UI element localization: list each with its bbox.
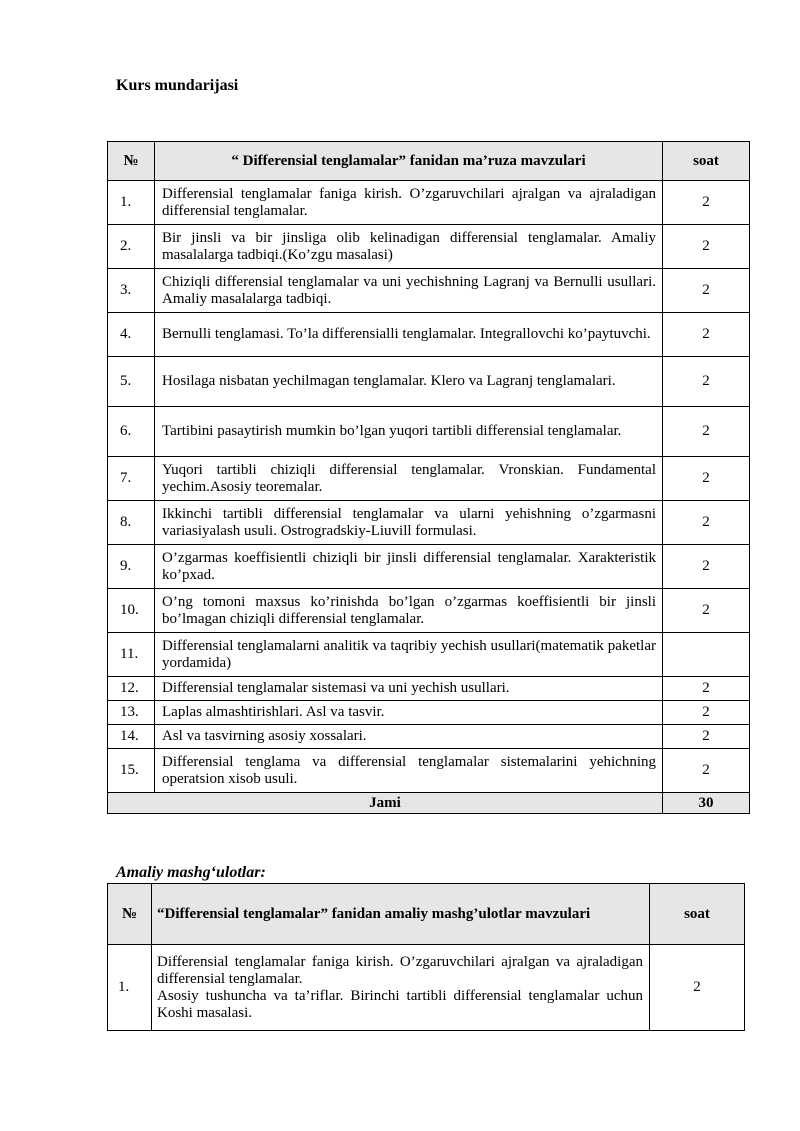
lecture-topic: Bernulli tenglamasi. To’la differensialli tenglamalar. Integrallovchi ko’paytuvchi. [155,313,663,357]
practical-hours: 2 [650,945,745,1031]
lecture-topic: Differensial tenglama va differensial tenglamalar sistemalarini yehichning operatsion xisob usuli. [155,749,663,793]
lecture-hours: 2 [663,701,750,725]
lectures-table [107,141,750,814]
practical-topic-paragraph: Asosiy tushuncha va ta’riflar. Birinchi tartibli differensial tenglamalar uchun Koshi masalasi. [157,987,643,1021]
lecture-hours: 2 [663,357,750,407]
lecture-topic: Laplas almashtirishlari. Asl va tasvir. [155,701,663,725]
page-heading: Kurs mundarijasi [116,77,239,94]
lecture-row [108,633,750,677]
lecture-topic: Tartibini pasaytirish mumkin bo’lgan yuqori tartibli differensial tenglamalar. [155,407,663,457]
lecture-hours: 2 [663,725,750,749]
lecture-row [108,181,750,225]
lecture-number: 5. [108,357,155,407]
lecture-hours: 2 [663,407,750,457]
lecture-number: 8. [108,501,155,545]
lecture-number: 7. [108,457,155,501]
lecture-number: 13. [108,701,155,725]
lecture-hours: 2 [663,589,750,633]
lecture-number: 2. [108,225,155,269]
practicals-body [108,945,745,1031]
practical-topic-paragraph: Differensial tenglamalar faniga kirish. O’zgaruvchilari ajralgan va ajraladigan differensial tenglamalar. [157,953,643,987]
lecture-row [108,407,750,457]
lecture-number: 1. [108,181,155,225]
lecture-row [108,545,750,589]
lectures-header-num: № [108,142,155,181]
lecture-row [108,677,750,701]
lecture-hours: 2 [663,269,750,313]
lecture-topic: Asl va tasvirning asosiy xossalari. [155,725,663,749]
total-hours: 30 [663,793,750,814]
lecture-hours: 2 [663,501,750,545]
lecture-topic: O’zgarmas koeffisientli chiziqli bir jinsli differensial tenglamalar. Xarakteristik ko’pxad. [155,545,663,589]
practicals-header-hours: soat [650,884,745,945]
lecture-number: 11. [108,633,155,677]
lecture-topic: O’ng tomoni maxsus ko’rinishda bo’lgan o’zgarmas koeffisientli bir jinsli bo’lmagan chiziqli differensial tenglamalar. [155,589,663,633]
lectures-header-topic: “ Differensial tenglamalar” fanidan ma’ruza mavzulari [155,142,663,181]
practicals-table [107,883,745,1031]
lecture-hours: 2 [663,749,750,793]
total-label: Jami [108,793,663,814]
lecture-row [108,501,750,545]
lecture-number: 15. [108,749,155,793]
lecture-hours: 2 [663,225,750,269]
lecture-number: 9. [108,545,155,589]
lecture-topic: Differensial tenglamalar faniga kirish. O’zgaruvchilari ajralgan va ajraladigan differensial tenglamalar. [155,181,663,225]
lecture-topic: Bir jinsli va bir jinsliga olib kelinadigan differensial tenglamalar. Amaliy masalalarga tadbiqi.(Ko’zgu masalasi) [155,225,663,269]
lecture-number: 10. [108,589,155,633]
lecture-row [108,589,750,633]
practical-topic [152,945,650,1031]
lecture-row [108,313,750,357]
lecture-topic: Hosilaga nisbatan yechilmagan tenglamalar. Klero va Lagranj tenglamalari. [155,357,663,407]
lecture-topic: Differensial tenglamalarni analitik va taqribiy yechish usullari(matematik paketlar yordamida) [155,633,663,677]
lecture-number: 4. [108,313,155,357]
lecture-number: 12. [108,677,155,701]
lecture-row [108,457,750,501]
lecture-row [108,749,750,793]
lecture-number: 3. [108,269,155,313]
lectures-header-row [108,142,750,181]
lecture-row [108,225,750,269]
lecture-number: 14. [108,725,155,749]
lecture-topic: Differensial tenglamalar sistemasi va uni yechish usullari. [155,677,663,701]
lecture-row [108,357,750,407]
lectures-body [108,181,750,793]
lecture-topic: Chiziqli differensial tenglamalar va uni yechishning Lagranj va Bernulli usullari. Amaliy masalalarga tadbiqi. [155,269,663,313]
lecture-hours: 2 [663,313,750,357]
lecture-topic: Yuqori tartibli chiziqli differensial tenglamalar. Vronskian. Fundamental yechim.Asosiy teoremalar. [155,457,663,501]
lecture-hours: 2 [663,181,750,225]
practical-row [108,945,745,1031]
lecture-hours: 2 [663,677,750,701]
lectures-header-hours: soat [663,142,750,181]
practicals-header-num: № [108,884,152,945]
lecture-row [108,701,750,725]
practical-number: 1. [108,945,152,1031]
lecture-hours: 2 [663,457,750,501]
practicals-header-row [108,884,745,945]
lecture-topic: Ikkinchi tartibli differensial tenglamalar va ularni yehishning o’zgarmasni variasiyalash usuli. Ostrogradskiy-Liuvill formulasi. [155,501,663,545]
practicals-heading: Amaliy mashg‘ulotlar: [116,864,266,881]
lecture-hours [663,633,750,677]
lecture-row [108,725,750,749]
lecture-row [108,269,750,313]
lecture-number: 6. [108,407,155,457]
lectures-total-row [108,793,750,814]
practicals-header-topic: “Differensial tenglamalar” fanidan amaliy mashg’ulotlar mavzulari [152,884,650,945]
lecture-hours: 2 [663,545,750,589]
